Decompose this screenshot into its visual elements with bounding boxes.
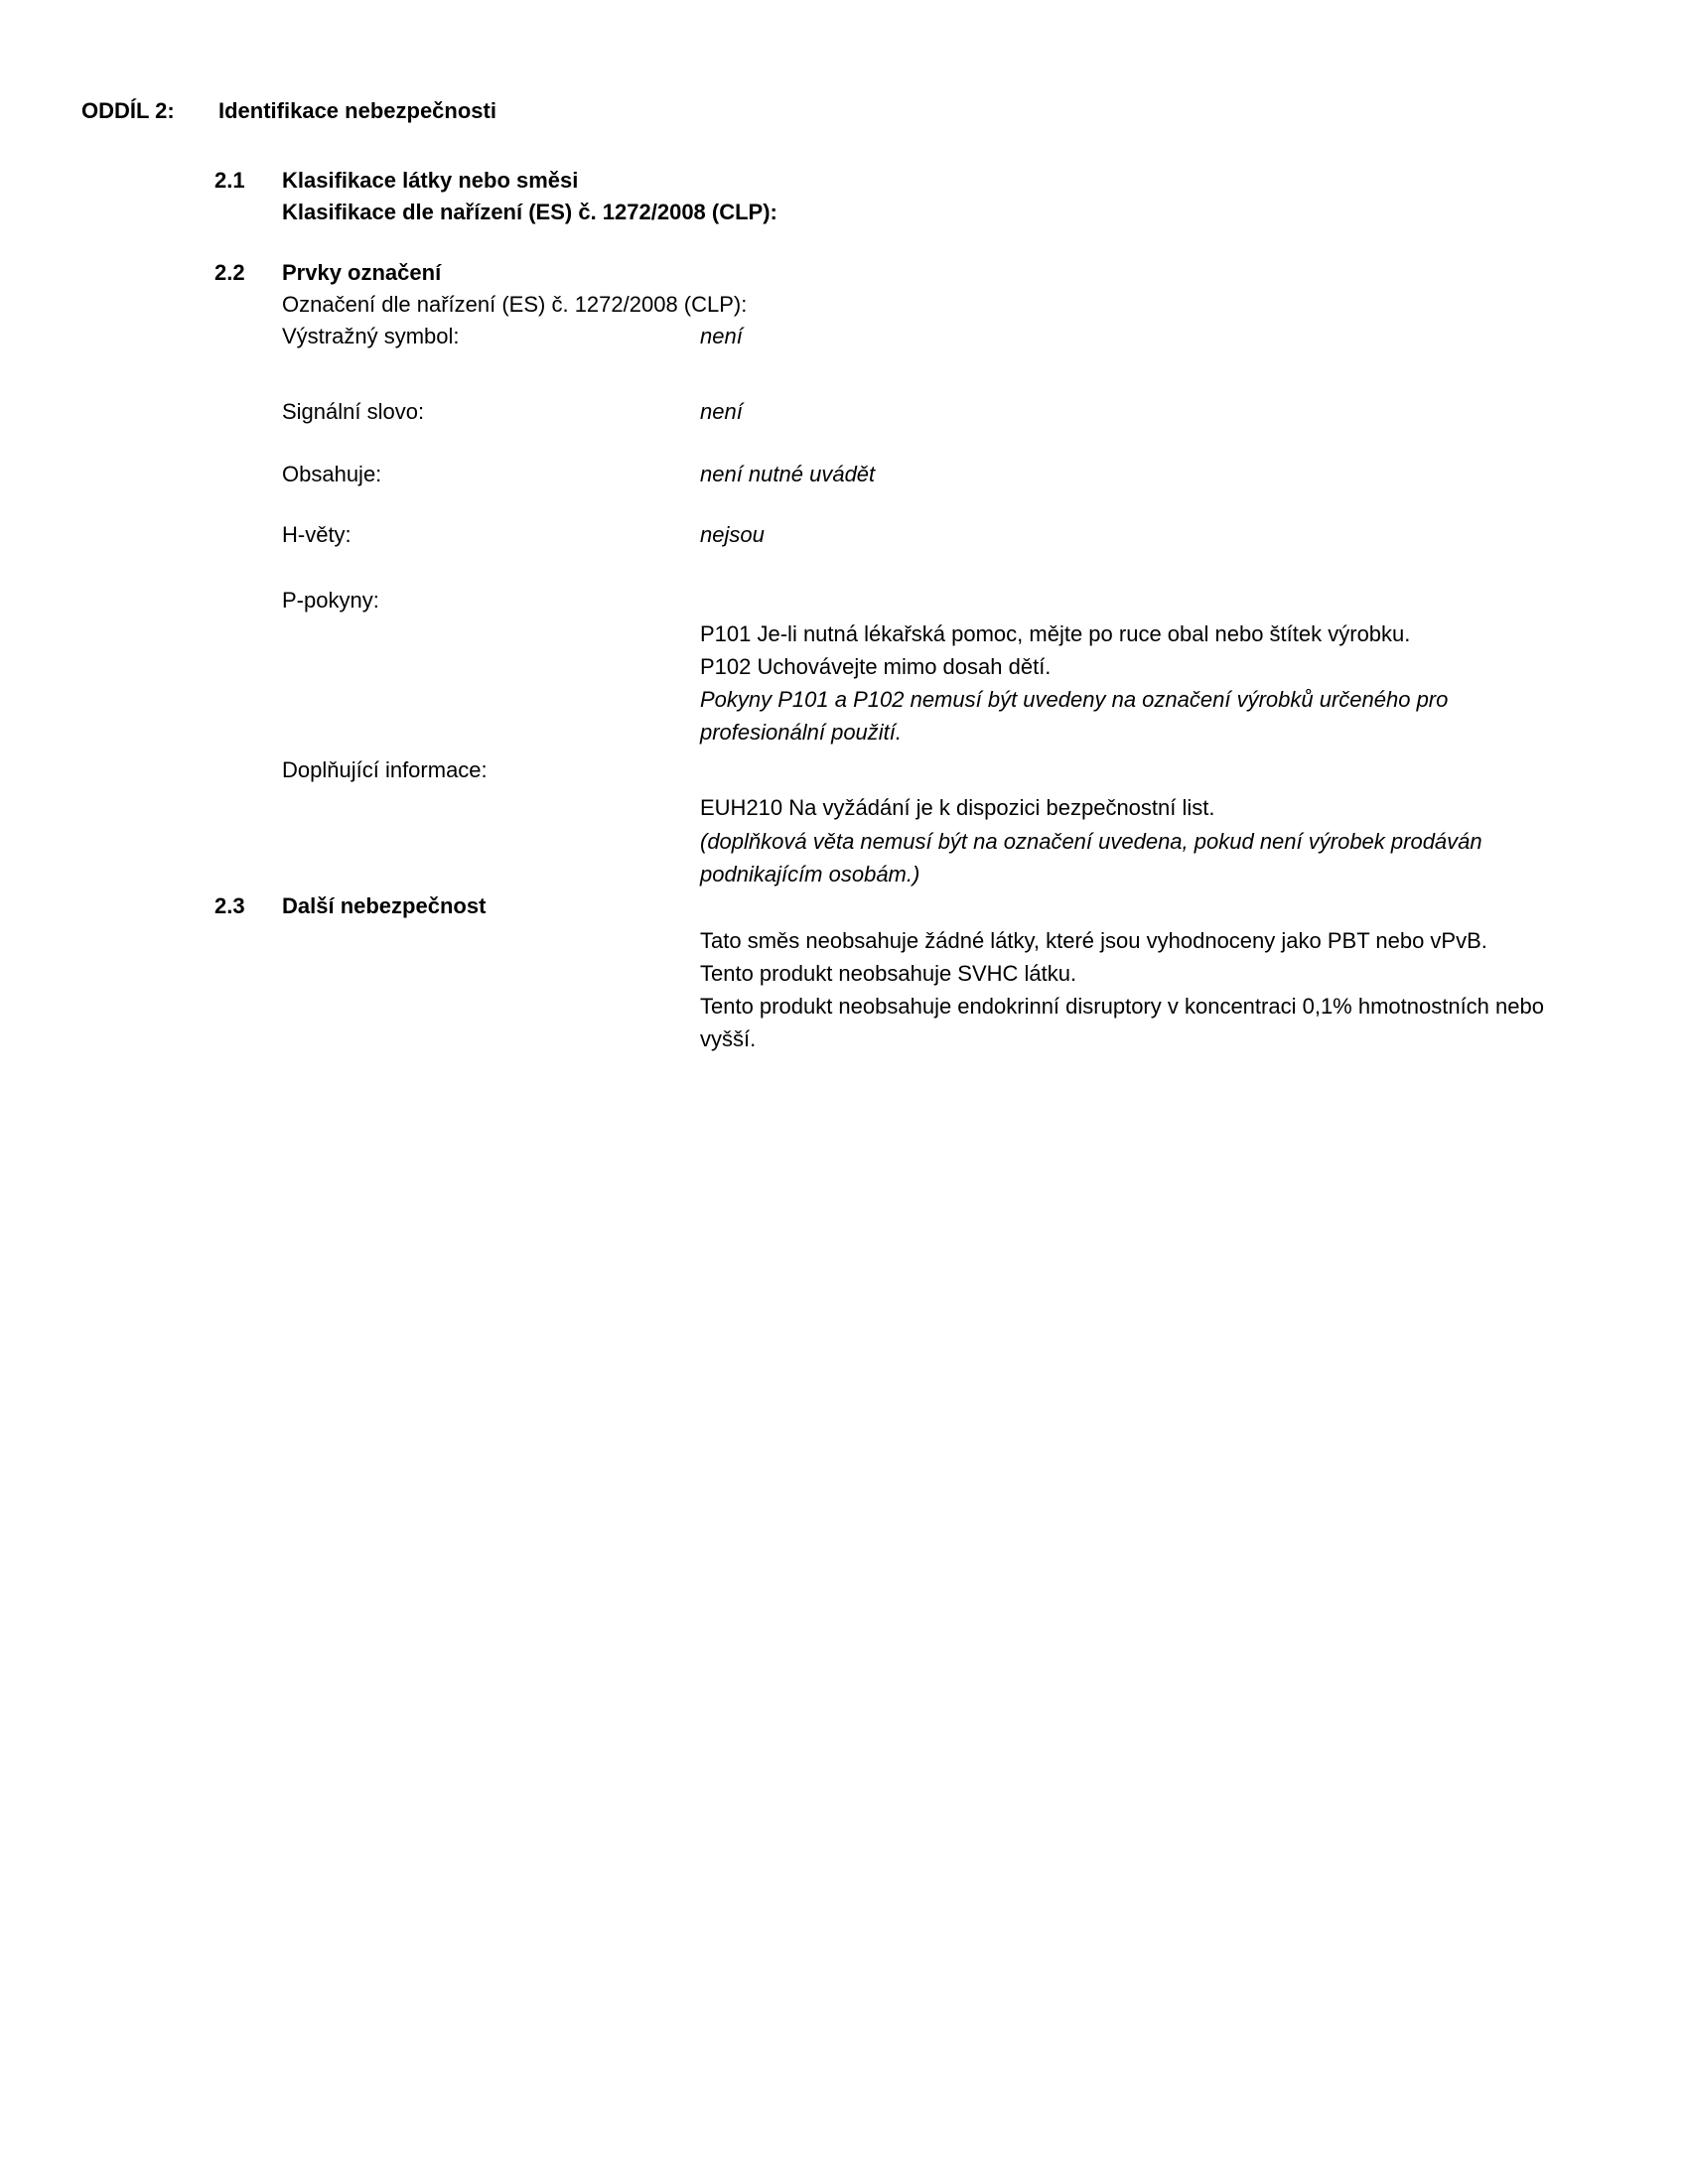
supplemental-info-line: EUH210 Na vyžádání je k dispozici bezpečnostní list. [700,795,1215,820]
h-statements-label: H-věty: [282,522,352,547]
p-statement-note-line: profesionální použití. [700,720,903,745]
signal-word-value: není [700,399,743,424]
p-statements-label: P-pokyny: [282,588,379,613]
h-statements-value: nejsou [700,522,765,547]
subsection-2-2-title: Prvky označení [282,260,442,285]
pictogram-value: není [700,324,743,348]
supplemental-info-label: Doplňující informace: [282,757,488,782]
signal-word-label: Signální slovo: [282,399,425,424]
pictogram-label: Výstražný symbol: [282,324,460,348]
p-statement-note-line: Pokyny P101 a P102 nemusí být uvedeny na označení výrobků určeného pro [700,687,1449,712]
section-title: Identifikace nebezpečnosti [218,98,496,123]
other-hazards-line: Tento produkt neobsahuje SVHC látku. [700,961,1077,986]
supplemental-info-note-line: podnikajícím osobám.) [700,862,920,887]
other-hazards-line: Tato směs neobsahuje žádné látky, které jsou vyhodnoceny jako PBT nebo vPvB. [700,928,1487,953]
subsection-2-1-subtitle: Klasifikace dle nařízení (ES) č. 1272/2008 (CLP): [282,200,777,224]
subsection-2-2-intro: Označení dle nařízení (ES) č. 1272/2008 (CLP): [282,292,748,317]
subsection-2-3-title: Další nebezpečnost [282,893,487,918]
p-statement-line: P101 Je-li nutná lékařská pomoc, mějte po ruce obal nebo štítek výrobku. [700,621,1411,646]
p-statement-line: P102 Uchovávejte mimo dosah dětí. [700,654,1052,679]
other-hazards-line: Tento produkt neobsahuje endokrinní disruptory v koncentraci 0,1% hmotnostních nebo [700,994,1544,1019]
contains-label: Obsahuje: [282,462,382,486]
contains-value: není nutné uvádět [700,462,876,486]
other-hazards-line: vyšší. [700,1026,757,1051]
supplemental-info-note-line: (doplňková věta nemusí být na označení uvedena, pokud není výrobek prodáván [700,829,1482,854]
subsection-2-2-number: 2.2 [214,260,245,285]
subsection-2-1-number: 2.1 [214,168,245,193]
subsection-2-3-number: 2.3 [214,893,245,918]
subsection-2-1-title: Klasifikace látky nebo směsi [282,168,579,193]
section-number: ODDÍL 2: [81,98,175,123]
